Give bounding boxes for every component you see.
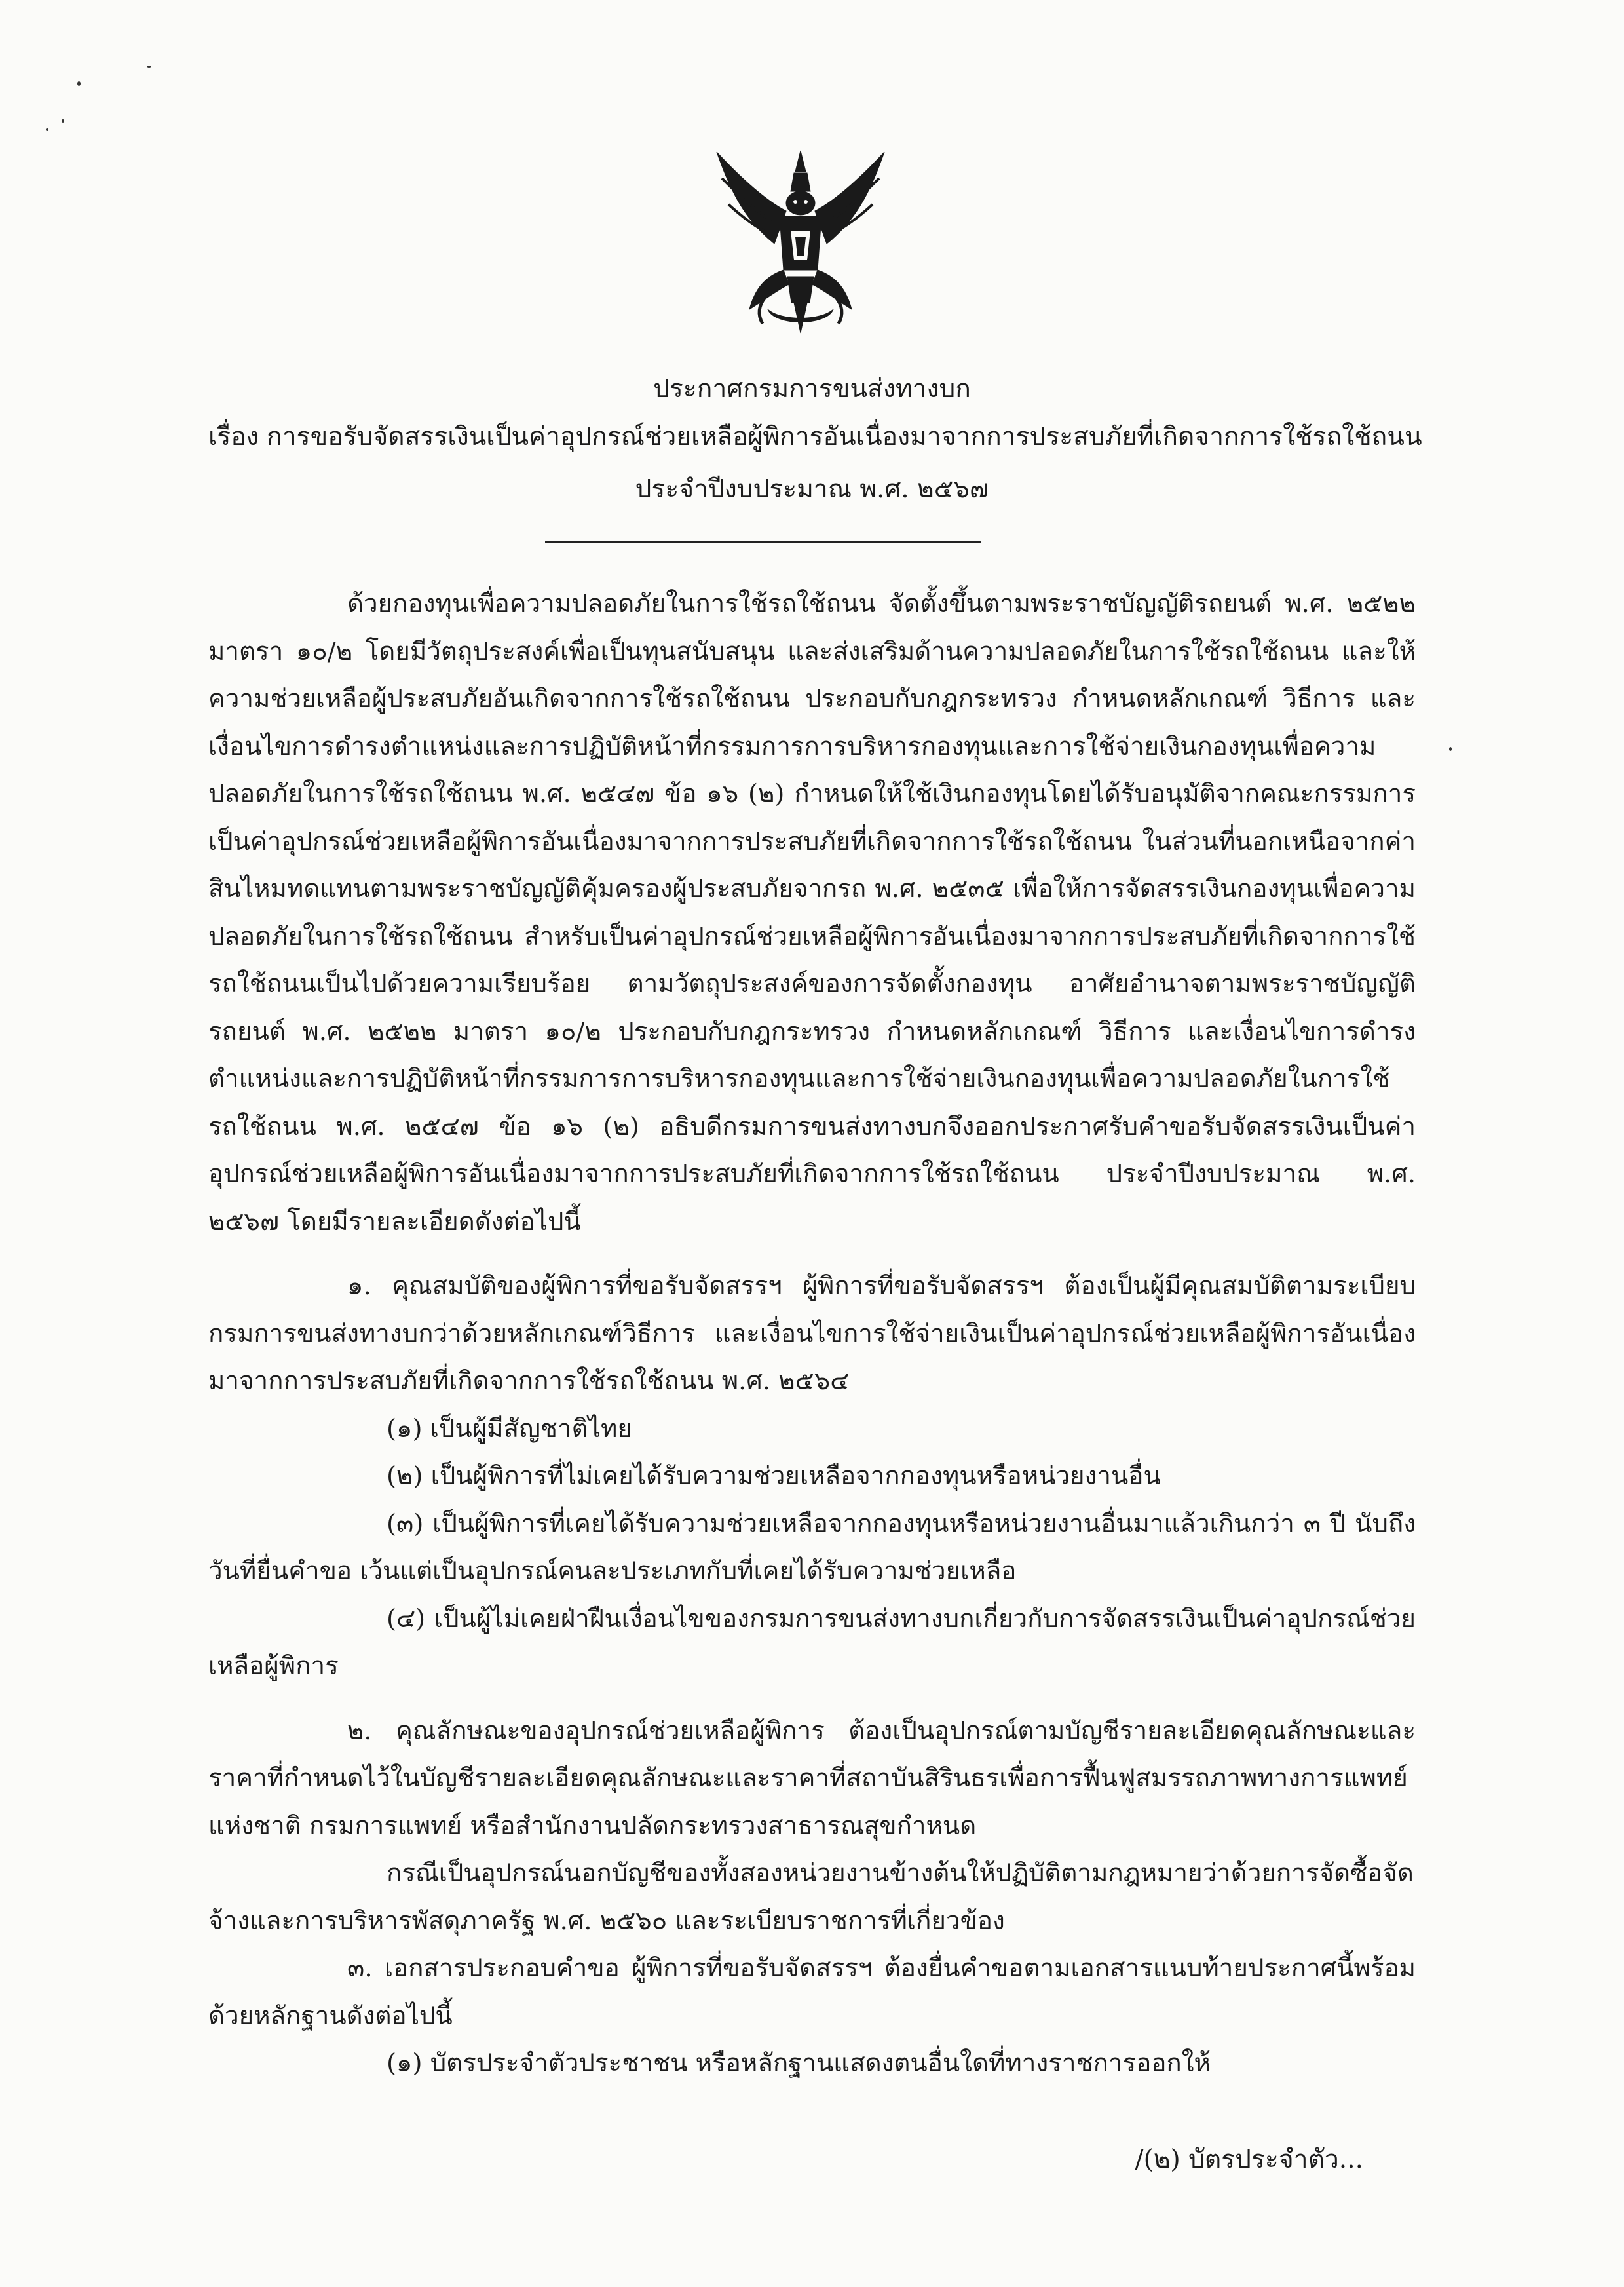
section-1-item-4: (๔) เป็นผู้ไม่เคยฝ่าฝืนเงื่อนไขของกรมการขนส่งทางบกเกี่ยวกับการจัดสรรเงินเป็นค่าอุปกรณ์ช่วยเหลือผู้พิการ [208,1604,1416,1681]
fiscal-year-line: ประจำปีงบประมาณ พ.ศ. ๒๕๖๗ [635,474,989,504]
scan-speck [1449,747,1452,751]
issuer-title: ประกาศกรมการขนส่งทางบก [653,374,971,404]
scan-speck [77,81,81,86]
intro-paragraph: ด้วยกองทุนเพื่อความปลอดภัยในการใช้รถใช้ถนน จัดตั้งขึ้นตามพระราชบัญญัติรถยนต์ พ.ศ. ๒๕๒๒ มาตรา ๑๐/๒ โดยมีวัตถุประสงค์เพื่อเป็นทุนสนับสนุน และส่งเสริมด้านความปลอดภัยในการใช้รถใช้ถนน และให้ความช่วยเหลือผู้ประสบภัยอันเกิดจากการใช้รถใช้ถนน ประกอบกับกฎกระทรวง กำหนดหลักเกณฑ์ วิธีการ และเงื่อนไขการดำรงตำแหน่งและการปฏิบัติหน้าที่กรรมการการบริหารกองทุนและการใช้จ่ายเงินกองทุนเพื่อความปลอดภัยในการใช้รถใช้ถนน พ.ศ. ๒๕๔๗ ข้อ ๑๖ (๒) กำหนดให้ใช้เงินกองทุนโดยได้รับอนุมัติจากคณะกรรมการ เป็นค่าอุปกรณ์ช่วยเหลือผู้พิการอันเนื่องมาจากการประสบภัยที่เกิดจากการใช้รถใช้ถนน ในส่วนที่นอกเหนือจากค่าสินไหมทดแทนตามพระราชบัญญัติคุ้มครองผู้ประสบภัยจากรถ พ.ศ. ๒๕๓๕ เพื่อให้การจัดสรรเงินกองทุนเพื่อความปลอดภัยในการใช้รถใช้ถนน สำหรับเป็นค่าอุปกรณ์ช่วยเหลือผู้พิการอันเนื่องมาจากการประสบภัยที่เกิดจากการใช้รถใช้ถนนเป็นไปด้วยความเรียบร้อย ตามวัตถุประสงค์ของการจัดตั้งกองทุน อาศัยอำนาจตามพระราชบัญญัติรถยนต์ พ.ศ. ๒๕๒๒ มาตรา ๑๐/๒ ประกอบกับกฎกระทรวง กำหนดหลักเกณฑ์ วิธีการ และเงื่อนไขการดำรงตำแหน่งและการปฏิบัติหน้าที่กรรมการการบริหารกองทุนและการใช้จ่ายเงินกองทุนเพื่อความปลอดภัยในการใช้รถใช้ถนน พ.ศ. ๒๕๔๗ ข้อ ๑๖ (๒) อธิบดีกรมการขนส่งทางบกจึงออกประกาศรับคำขอรับจัดสรรเงินเป็นค่าอุปกรณ์ช่วยเหลือผู้พิการอันเนื่องมาจากการประสบภัยที่เกิดจากการใช้รถใช้ถนน ประจำปีงบประมาณ พ.ศ. ๒๕๖๗ โดยมีรายละเอียดดังต่อไปนี้ [208,589,1416,1237]
scan-speck [147,66,151,68]
section-1-item-1: (๑) เป็นผู้มีสัญชาติไทย [387,1413,632,1444]
section-3-heading: ๓. เอกสารประกอบคำขอ ผู้พิการที่ขอรับจัดสรรฯ ต้องยื่นคำขอตามเอกสารแนบท้ายประกาศนี้พร้อมด้วยหลักฐานดังต่อไปนี้ [208,1953,1416,2031]
section-1-item-3: (๓) เป็นผู้พิการที่เคยได้รับความช่วยเหลือจากกองทุนหรือหน่วยงานอื่นมาแล้วเกินกว่า ๓ ปี นับถึงวันที่ยื่นคำขอ เว้นแต่เป็นอุปกรณ์คนละประเภทกับที่เคยได้รับความช่วยเหลือ [208,1509,1416,1586]
section-2-note: กรณีเป็นอุปกรณ์นอกบัญชีของทั้งสองหน่วยงานข้างต้นให้ปฏิบัติตามกฎหมายว่าด้วยการจัดซื้อจัดจ้างและการบริหารพัสดุภาครัฐ พ.ศ. ๒๕๖๐ และระเบียบราชการที่เกี่ยวข้อง [208,1858,1414,1936]
scan-speck [62,119,64,123]
subject-line: เรื่อง การขอรับจัดสรรเงินเป็นค่าอุปกรณ์ช่วยเหลือผู้พิการอันเนื่องมาจากการประสบภัยที่เกิดจากการใช้รถใช้ถนน [208,422,1422,452]
scan-speck [46,128,48,131]
section-1-heading: ๑. คุณสมบัติของผู้พิการที่ขอรับจัดสรรฯ ผู้พิการที่ขอรับจัดสรรฯ ต้องเป็นผู้มีคุณสมบัติตามระเบียบกรมการขนส่งทางบกว่าด้วยหลักเกณฑ์วิธีการ และเงื่อนไขการใช้จ่ายเงินเป็นค่าอุปกรณ์ช่วยเหลือผู้พิการอันเนื่องมาจากการประสบภัยที่เกิดจากการใช้รถใช้ถนน พ.ศ. ๒๕๖๔ [208,1271,1416,1396]
announcement-body [208,581,1416,2088]
header-divider [545,541,981,543]
section-3-item-1: (๑) บัตรประจำตัวประชาชน หรือหลักฐานแสดงตนอื่นใดที่ทางราชการออกให้ [387,2048,1211,2078]
garuda-emblem-icon [702,145,899,334]
section-2-heading: ๒. คุณลักษณะของอุปกรณ์ช่วยเหลือผู้พิการ ต้องเป็นอุปกรณ์ตามบัญชีรายละเอียดคุณลักษณะและราคาที่กำหนดไว้ในบัญชีรายละเอียดคุณลักษณะและราคาที่สถาบันสิรินธรเพื่อการฟื้นฟูสมรรถภาพทางการแพทย์แห่งชาติ กรมการแพทย์ หรือสำนักงานปลัดกระทรวงสาธารณสุขกำหนด [208,1716,1416,1841]
continuation-note: /(๒) บัตรประจำตัว... [1135,2145,1363,2174]
section-1-item-2: (๒) เป็นผู้พิการที่ไม่เคยได้รับความช่วยเหลือจากกองทุนหรือหน่วยงานอื่น [387,1461,1161,1491]
